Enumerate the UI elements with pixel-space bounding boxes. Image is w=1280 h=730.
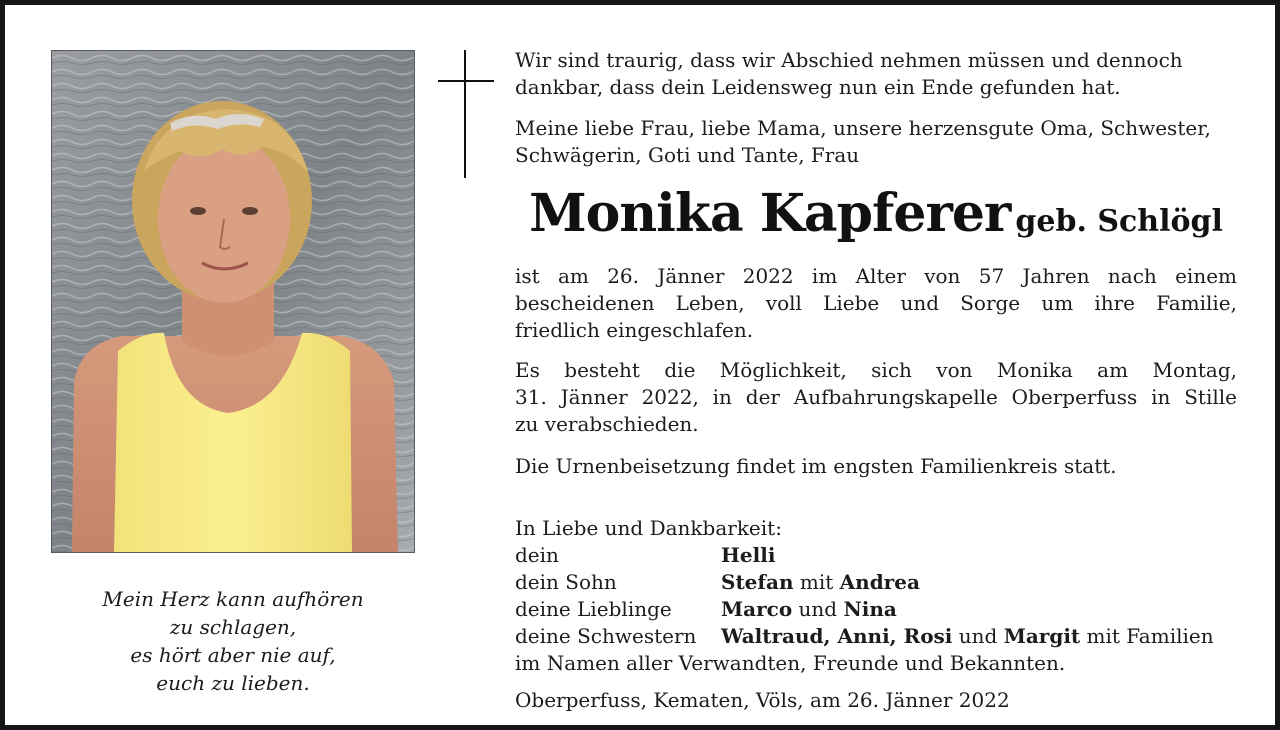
signers-heading: In Liebe und Dankbarkeit: [515,516,782,540]
signer-row [515,596,1237,623]
quote-line: zu schlagen, [169,615,297,639]
cross-icon [438,50,494,178]
birth-name: geb. Schlögl [1015,204,1223,239]
signer-row [515,542,1237,569]
signer-name: Marco [721,597,793,621]
signer-name: Waltraud, Anni, Rosi [721,624,953,648]
signer-relation: dein Sohn [515,570,617,594]
signer-separator: und [958,624,998,648]
text-line: zu verabschieden. [515,412,699,436]
text-line: Wir sind traurig, dass wir Abschied nehmen müssen und dennoch [515,48,1183,72]
signer-name: Andrea [839,570,920,594]
signer-name: Nina [843,597,897,621]
quote-line: es hört aber nie auf, [130,643,336,667]
death-paragraph [515,263,1237,344]
text-line: friedlich eingeschlafen. [515,318,754,342]
text-line: bescheidenen Leben, voll Liebe und Sorge um ihre Familie, [515,291,1237,315]
intro-paragraph-1 [515,47,1237,101]
portrait-photo [51,50,415,553]
signer-name: Helli [721,543,776,567]
signer-separator: und [798,597,838,621]
signer-relation: deine Schwestern [515,624,697,648]
text-line: ist am 26. Jänner 2022 im Alter von 57 Jahren nach einem [515,264,1237,288]
signer-relation: dein [515,543,559,567]
farewell-paragraph [515,357,1237,438]
text-line: 31. Jänner 2022, in der Aufbahrungskapelle Oberperfuss in Stille [515,385,1237,409]
quote-line: Mein Herz kann aufhören [102,587,364,611]
signer-name: Stefan [721,570,794,594]
signers-block [515,515,1237,714]
place-date: Oberperfuss, Kematen, Völs, am 26. Jänner 2022 [515,688,1010,712]
portrait-illustration [52,51,414,552]
signer-row [515,623,1237,650]
deceased-name [515,183,1237,244]
full-name: Monika Kapferer [529,183,1011,244]
text-line: Die Urnenbeisetzung findet im engsten Familienkreis statt. [515,454,1117,478]
urn-paragraph [515,453,1237,480]
text-line: dankbar, dass dein Leidensweg nun ein Ende gefunden hat. [515,75,1121,99]
text-line: Meine liebe Frau, liebe Mama, unsere herzensgute Oma, Schwester, [515,116,1211,140]
intro-paragraph-2 [515,115,1237,169]
text-line: Schwägerin, Goti und Tante, Frau [515,143,860,167]
quote-line: euch zu lieben. [156,671,310,695]
signer-name: Margit [1003,624,1081,648]
signer-relation: deine Lieblinge [515,597,672,621]
signer-suffix: mit Familien [1086,624,1214,648]
signer-row [515,569,1237,596]
signer-separator: mit [799,570,834,594]
memorial-quote [51,585,415,697]
signers-closing: im Namen aller Verwandten, Freunde und Bekannten. [515,651,1066,675]
text-line: Es besteht die Möglichkeit, sich von Monika am Montag, [515,358,1237,382]
